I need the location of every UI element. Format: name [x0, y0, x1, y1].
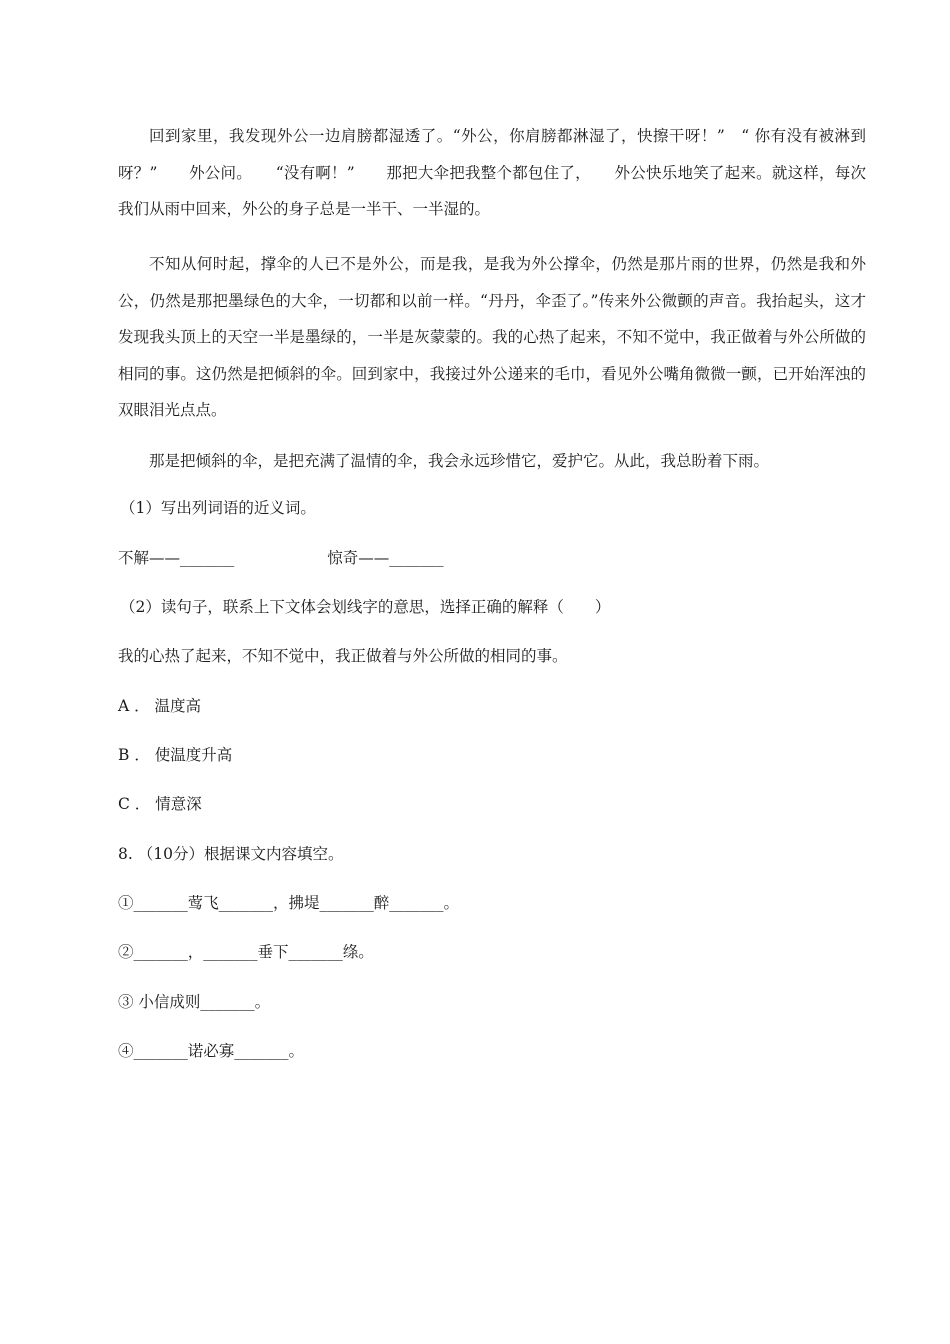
passage-paragraph-2: 不知从何时起，撑伞的人已不是外公，而是我，是我为外公撑伞，仍然是那片雨的世界，仍然是我和外公，仍然是那把墨绿色的大伞，一切都和以前一样。“丹丹，伞歪了。”传来外公微颤的声音。我抬起头，这才发现我头顶上的天空一半是墨绿的，一半是灰蒙蒙的。我的心热了起来，不知不觉中，我正做着与外公所做的相同的事。这仍然是把倾斜的伞。回到家中，我接过外公递来的毛巾，看见外公嘴角微微一颤，已开始浑浊的双眼泪光点点。 [118, 255, 866, 419]
passage-paragraph-3: 那是把倾斜的伞，是把充满了温情的伞，我会永远珍惜它，爱护它。从此，我总盼着下雨。 [149, 452, 770, 470]
question-2-option-a: A ． 温度高 [118, 697, 202, 715]
question-1-blanks: 不解——_______ 惊奇——_______ [118, 549, 444, 567]
question-8-title: 8. （10分）根据课文内容填空。 [118, 845, 344, 863]
question-2-option-b: B ． 使温度升高 [118, 746, 233, 764]
question-2-sentence: 我的心热了起来，不知不觉中，我正做着与外公所做的相同的事。 [118, 647, 568, 665]
question-1-prompt: （1）写出列词语的近义词。 [120, 499, 316, 517]
passage-paragraph-1: 回到家里，我发现外公一边肩膀都湿透了。“外公，你肩膀都淋湿了，快擦干呀！” “ 你有没有被淋到呀？” 外公问。 “没有啊！” 那把大伞把我整个都包住了， 外公快乐地笑了起来。就这样，每次我们从雨中回来，外公的身子总是一半干、一半湿的。 [118, 127, 866, 218]
question-2-option-c: C ． 情意深 [118, 795, 202, 813]
question-8-item-4: ④_______诺必寡_______。 [118, 1042, 305, 1060]
question-8-item-3: ③ 小信成则_______。 [118, 993, 271, 1011]
question-2-prompt: （2）读句子，联系上下文体会划线字的意思，选择正确的解释（ ） [120, 598, 611, 616]
question-8-item-1: ①_______莺飞_______，拂堤_______醉_______。 [118, 894, 460, 912]
question-8-item-2: ②_______，_______垂下_______绦。 [118, 943, 374, 961]
